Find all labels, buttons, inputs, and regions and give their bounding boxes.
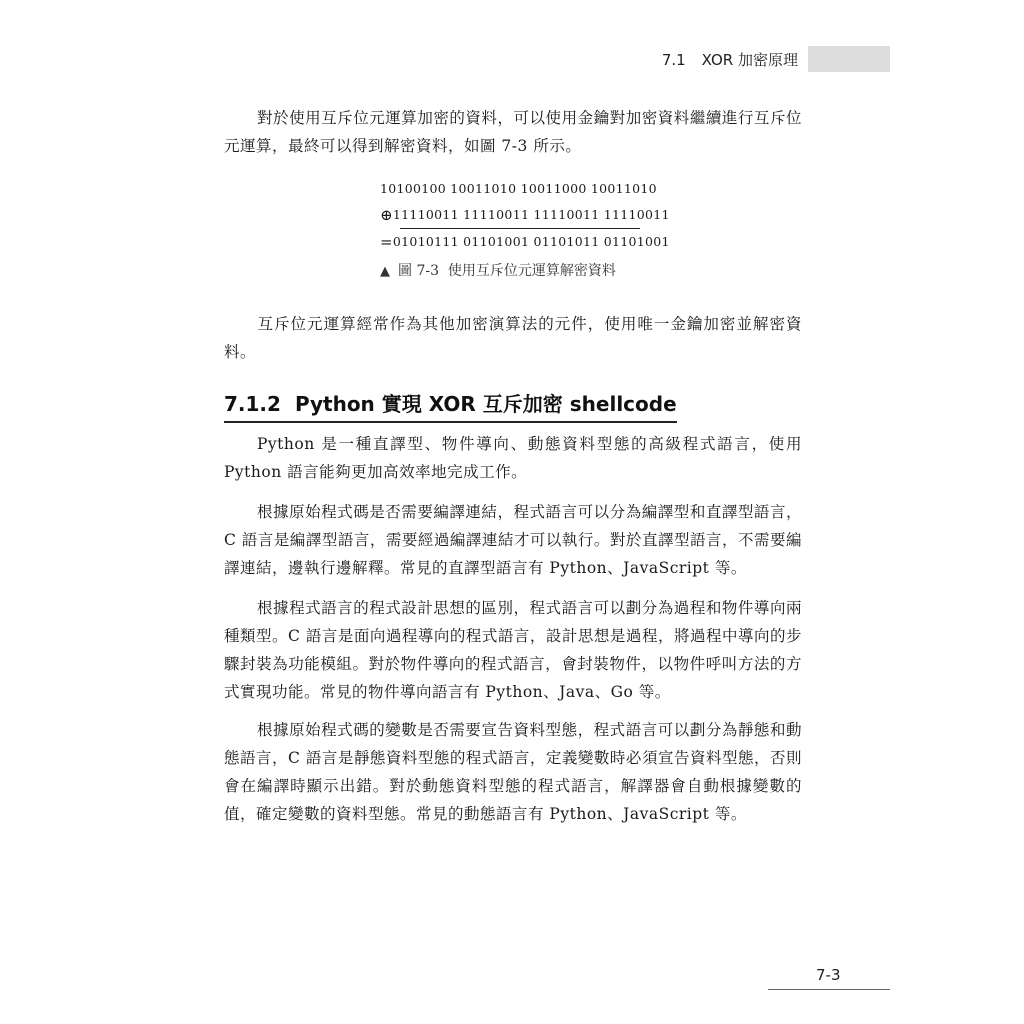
header-section-title: XOR 加密原理 xyxy=(701,50,798,69)
xor-figure xyxy=(380,176,670,255)
header-title xyxy=(662,49,798,70)
figure-caption xyxy=(380,260,616,280)
figure-row-cipher-text: 10100100 10011010 10011000 10011010 xyxy=(380,181,657,196)
footer-rule xyxy=(768,989,890,990)
xor-operator-icon: ⊕ xyxy=(380,206,393,224)
page-number: 7-3 xyxy=(816,966,841,984)
figure-row-key xyxy=(380,202,670,228)
paragraph-3-text: Python 是一種直譯型、物件導向、動態資料型態的高級程式語言，使用 Python 語言能夠更加高效率地完成工作。 xyxy=(224,435,802,481)
running-header xyxy=(662,46,890,72)
paragraph-6 xyxy=(224,716,802,828)
triangle-icon: ▲ xyxy=(380,264,390,279)
paragraph-2 xyxy=(224,310,802,366)
paragraph-4-text: 根據原始程式碼是否需要編譯連結，程式語言可以分為編譯型和直譯型語言，C 語言是編譯型語言，需要經過編譯連結才可以執行。對於直譯型語言，不需要編譯連結，邊執行邊解釋。常見的直譯型語言有 Python、JavaScript 等。 xyxy=(224,503,802,577)
paragraph-3 xyxy=(224,430,802,486)
paragraph-2-text: 互斥位元運算經常作為其他加密演算法的元件，使用唯一金鑰加密並解密資料。 xyxy=(224,315,802,361)
figure-caption-text: 使用互斥位元運算解密資料 xyxy=(447,263,616,279)
header-section-number: 7.1 xyxy=(661,50,686,69)
figure-caption-label: 圖 7-3 xyxy=(398,263,439,279)
figure-row-key-text: 11110011 11110011 11110011 11110011 xyxy=(392,207,670,222)
header-tab-block xyxy=(808,46,890,72)
paragraph-5-text: 根據程式語言的程式設計思想的區別，程式語言可以劃分為過程和物件導向兩種類型。C 語言是面向過程導向的程式語言，設計思想是過程，將過程中導向的步驟封裝為功能模組。對於物件導向的程式語言，會封裝物件，以物件呼叫方法的方式實現功能。常見的物件導向語言有 Python、Java、Go 等。 xyxy=(224,599,802,701)
paragraph-4 xyxy=(224,498,802,582)
paragraph-5 xyxy=(224,594,802,706)
equals-operator: = xyxy=(380,233,393,251)
figure-row-result-text: 01010111 01101001 01101011 01101001 xyxy=(392,234,670,249)
figure-row-cipher xyxy=(380,176,657,202)
section-heading xyxy=(224,388,677,423)
section-title: Python 實現 XOR 互斥加密 shellcode xyxy=(294,392,677,416)
paragraph-6-text: 根據原始程式碼的變數是否需要宣告資料型態，程式語言可以劃分為靜態和動態語言，C 語言是靜態資料型態的程式語言，定義變數時必須宣告資料型態，否則會在編譯時顯示出錯。對於動態資料型態的程式語言，解譯器會自動根據變數的值，確定變數的資料型態。常見的動態語言有 Python、JavaScript 等。 xyxy=(224,721,802,823)
paragraph-1 xyxy=(224,104,802,160)
figure-row-result xyxy=(380,229,670,255)
paragraph-1-text: 對於使用互斥位元運算加密的資料，可以使用金鑰對加密資料繼續進行互斥位元運算，最終可以得到解密資料，如圖 7-3 所示。 xyxy=(224,109,802,155)
section-number: 7.1.2 xyxy=(224,392,281,416)
